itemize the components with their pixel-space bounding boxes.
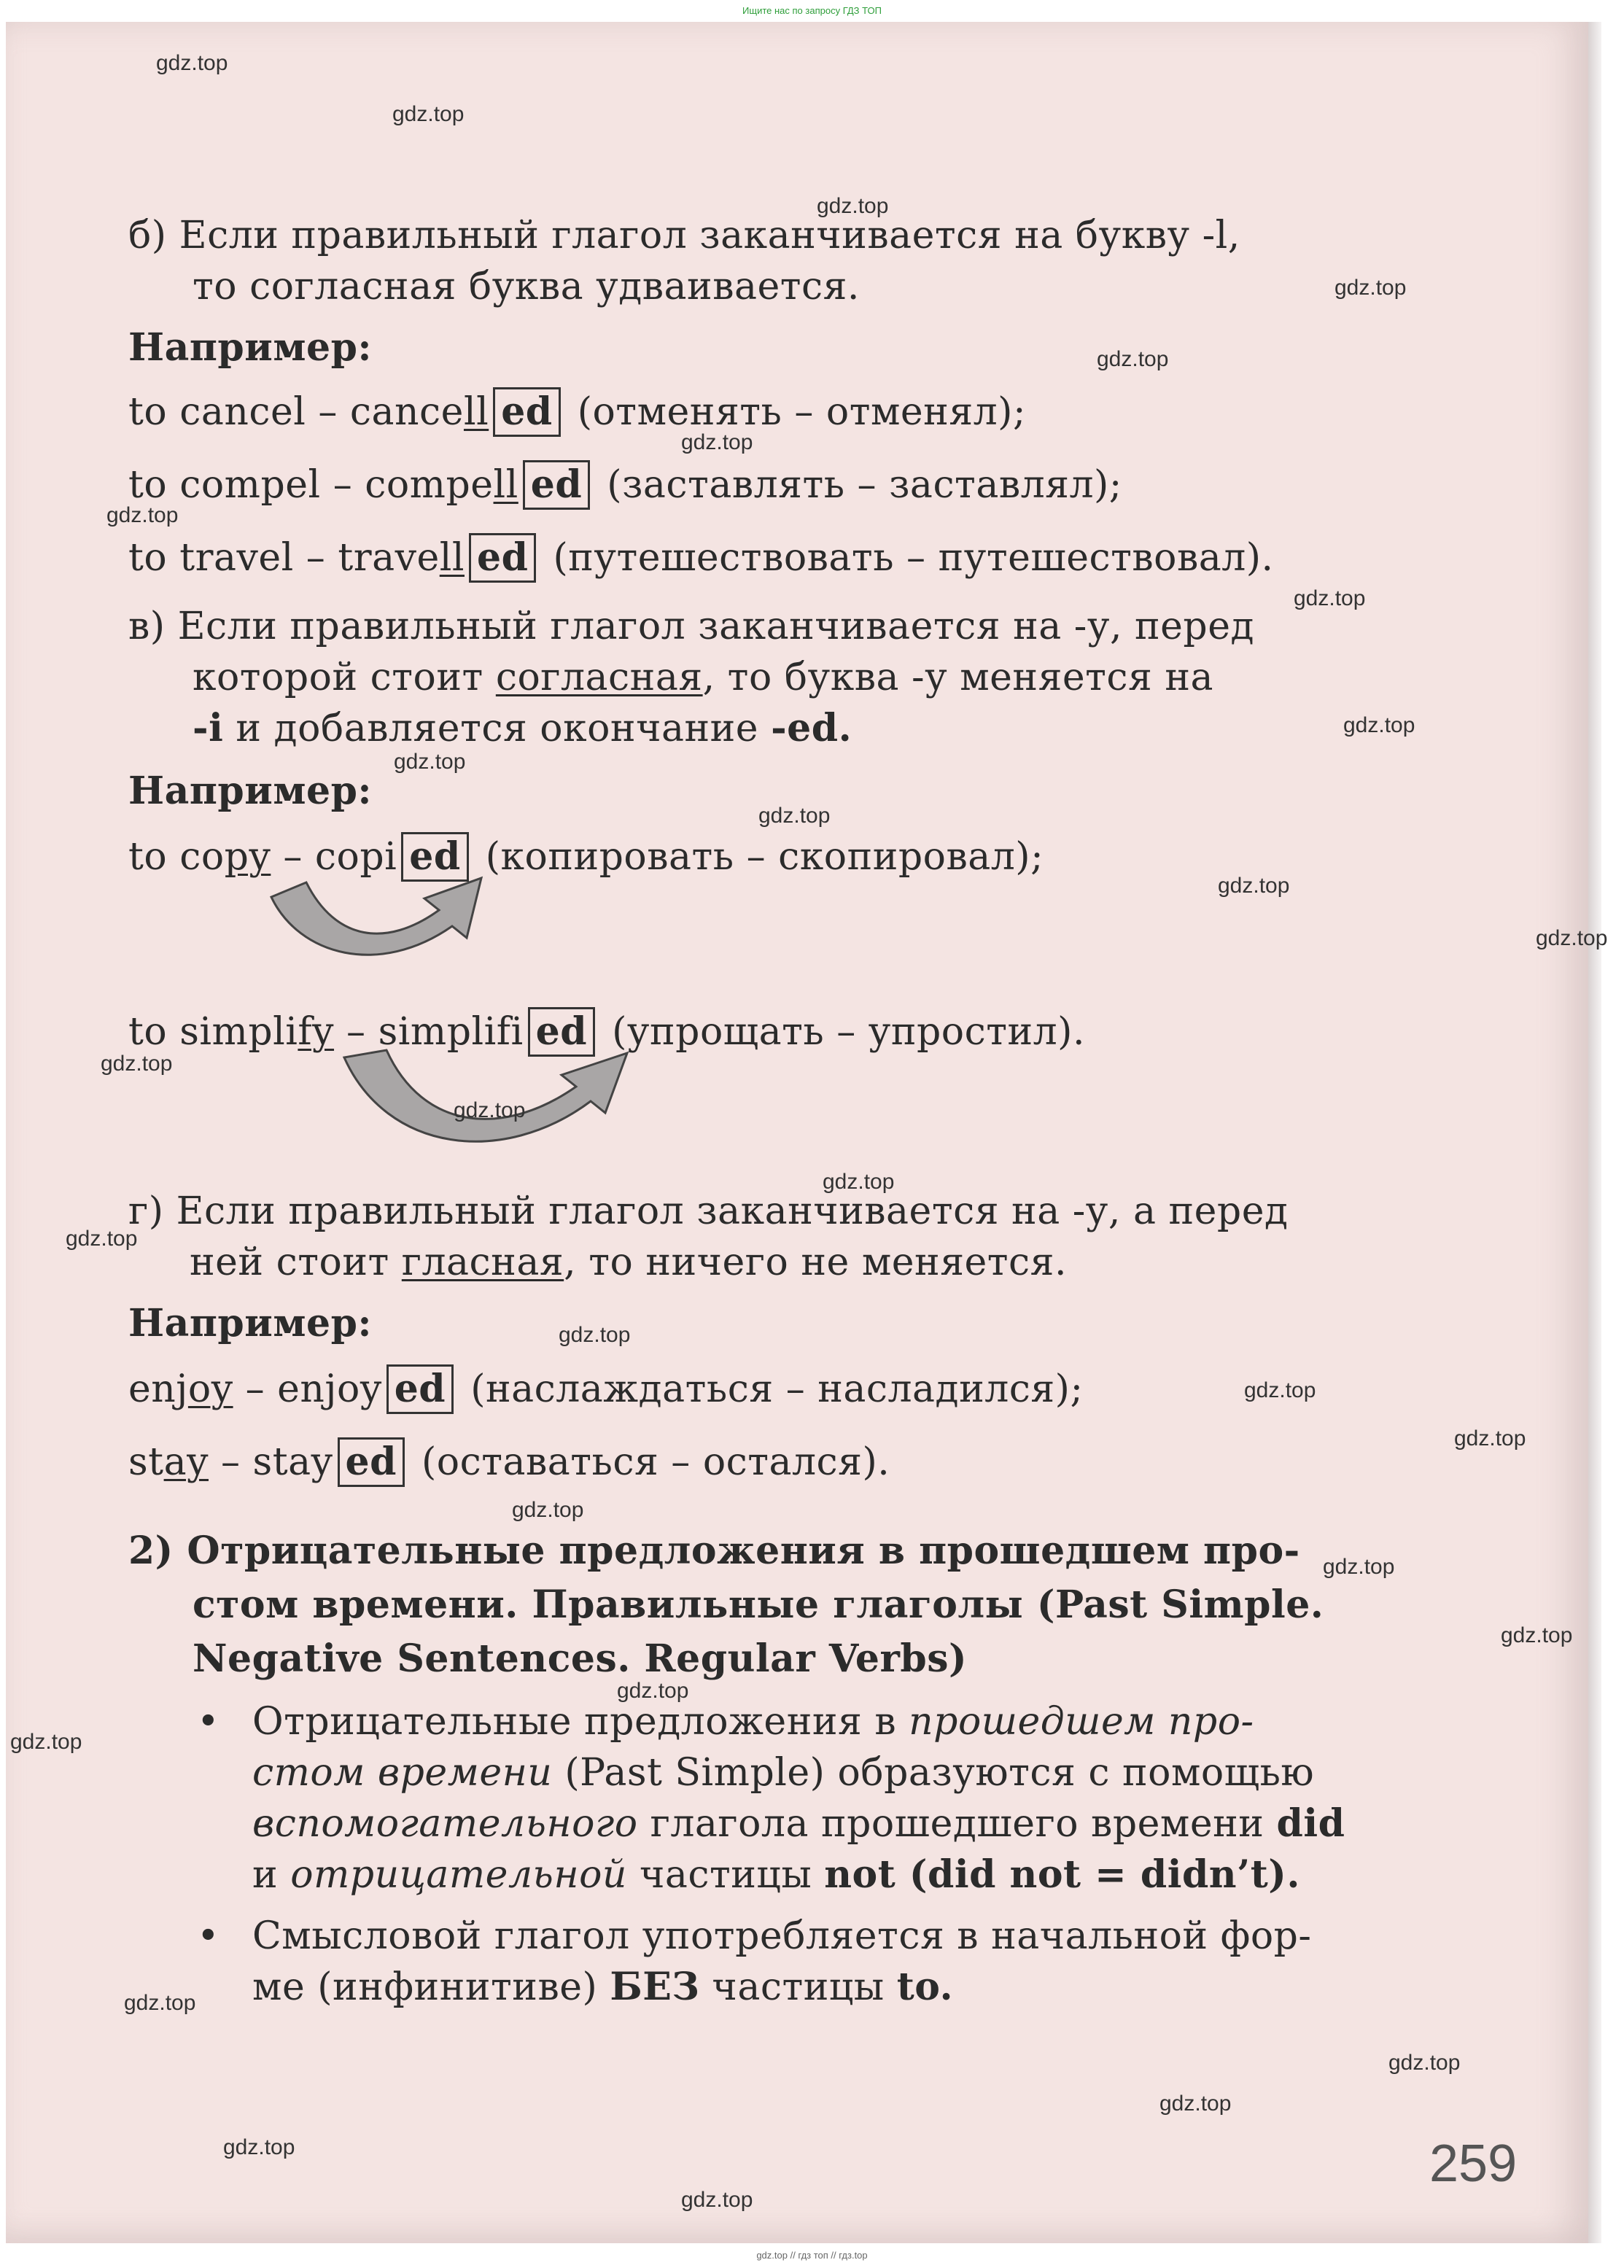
- rule-g-line1: [128, 1186, 1289, 1237]
- example-b-3: [128, 532, 1274, 583]
- example-v2-ending: ed: [528, 1007, 595, 1057]
- example-b1-ending: ed: [493, 387, 560, 437]
- bullet2-to: to.: [896, 1965, 954, 2009]
- example-b2-translation: (заставлять – заставлял);: [607, 463, 1122, 507]
- example-label-v: Например:: [128, 769, 373, 813]
- example-g2-underlined: ay: [163, 1440, 209, 1484]
- section2-line3: Negative Sentences. Regular Verbs): [193, 1636, 968, 1681]
- rule-v-text1: Если правильный глагол заканчивается на -у, перед: [177, 605, 1255, 648]
- watermark: gdz.top: [1454, 1426, 1526, 1450]
- bullet1-l4b: частицы: [626, 1853, 825, 1897]
- rule-g-marker: г): [128, 1189, 164, 1233]
- page-number: 259: [1429, 2135, 1518, 2193]
- curved-arrow-icon: [270, 868, 503, 992]
- watermark: gdz.top: [823, 1170, 895, 1194]
- rule-v-marker: в): [128, 605, 166, 648]
- watermark: gdz.top: [1218, 874, 1290, 898]
- rule-v-line1: [128, 601, 1254, 652]
- watermark: gdz.top: [101, 1052, 173, 1076]
- example-v1-mid: – copi: [271, 835, 397, 879]
- watermark: gdz.top: [392, 102, 465, 126]
- section2-line1: [128, 1526, 1300, 1577]
- watermark: gdz.top: [394, 750, 466, 774]
- bullet1-l1i: прошедшем про-: [909, 1700, 1254, 1744]
- rule-b-line2: то согласная буква удваивается.: [193, 265, 860, 308]
- rule-v-line2-pre: которой стоит: [193, 656, 496, 699]
- example-v2-underlined: fy: [298, 1010, 335, 1054]
- example-b2-ending: ed: [523, 460, 590, 510]
- example-v2-pre: to simpli: [128, 1010, 298, 1054]
- watermark: gdz.top: [66, 1227, 138, 1251]
- rule-b-line1: [128, 210, 1240, 261]
- example-v1-pre: to co: [128, 835, 225, 879]
- watermark: gdz.top: [1334, 276, 1407, 300]
- example-g1-ending: ed: [386, 1364, 454, 1414]
- bullet1-line1: [197, 1696, 219, 1747]
- bullet2-text1: Смысловой глагол употребляется в начальной фор-: [252, 1914, 1312, 1958]
- rule-g-line2-pre: ней стоит: [190, 1240, 402, 1284]
- example-v1-underlined: py: [224, 835, 271, 879]
- bullet1-l3b: глагола прошедшего времени: [637, 1802, 1277, 1846]
- rule-v-line2: [193, 652, 1213, 703]
- bullet2-dot: [197, 1911, 219, 1962]
- watermark: gdz.top: [1536, 926, 1608, 950]
- example-v2-translation: (упрощать – упростил).: [612, 1010, 1085, 1054]
- example-v-1: [128, 831, 1044, 882]
- bullet2-l2a: ме (инфинитиве): [252, 1965, 610, 2009]
- watermark: gdz.top: [1388, 2051, 1461, 2075]
- watermark: gdz.top: [10, 1730, 82, 1754]
- example-b-1: [128, 387, 1026, 438]
- example-v1-translation: (копировать – скопировал);: [485, 835, 1044, 879]
- watermark: gdz.top: [1159, 2092, 1232, 2116]
- example-g1-translation: (наслаждаться – насладился);: [470, 1367, 1084, 1411]
- example-b1-base: to cancel – cance: [128, 390, 464, 434]
- example-g-1: [128, 1364, 1084, 1415]
- section2-marker: 2): [128, 1529, 174, 1573]
- example-v2-mid: – simplifi: [334, 1010, 524, 1054]
- watermark: gdz.top: [106, 503, 179, 527]
- watermark: gdz.top: [617, 1679, 689, 1703]
- example-g1-pre: enj: [128, 1367, 188, 1411]
- watermark: gdz.top: [817, 194, 889, 218]
- rule-b-marker: б): [128, 214, 167, 257]
- example-g1-mid: – enjoy: [233, 1367, 382, 1411]
- rule-b-text1: Если правильный глагол заканчивается на букву -l,: [179, 214, 1240, 257]
- watermark: gdz.top: [1343, 713, 1415, 737]
- rule-v-line3-mid: и добавляется окончание: [223, 707, 772, 750]
- rule-v-ed: -ed.: [771, 706, 852, 750]
- rule-g-text1: Если правильный глагол заканчивается на -у, а перед: [176, 1189, 1289, 1233]
- bullet-dot-icon: •: [197, 1700, 220, 1744]
- rule-g-vowel: гласная: [401, 1240, 564, 1284]
- example-g2-mid: – stay: [208, 1440, 333, 1484]
- rule-g-line2-post: , то ничего не меняется.: [564, 1240, 1068, 1284]
- example-b2-double: ll: [493, 463, 518, 507]
- watermark: gdz.top: [681, 2188, 753, 2212]
- bullet2-bez: БЕЗ: [610, 1965, 700, 2009]
- watermark: gdz.top: [1501, 1623, 1573, 1647]
- bottom-banner[interactable]: gdz.top // гдз топ // гдз.top: [756, 2250, 868, 2261]
- rule-v-line2-post: , то буква -у меняется на: [702, 656, 1214, 699]
- page-edge: [1588, 22, 1601, 2243]
- bullet1-did: did: [1276, 1801, 1345, 1846]
- bullet1-text4: [252, 1849, 1300, 1900]
- example-label-g: Например:: [128, 1301, 373, 1345]
- bullet1-text1: [252, 1696, 1254, 1747]
- example-b1-translation: (отменять – отменял);: [577, 390, 1026, 434]
- watermark: gdz.top: [1244, 1378, 1316, 1402]
- bullet-dot-icon-2: •: [197, 1914, 220, 1958]
- bullet2-text2: [252, 1962, 953, 2013]
- rule-v-line3: [193, 703, 852, 754]
- watermark: gdz.top: [156, 51, 228, 75]
- example-b3-translation: (путешествовать – путешествовал).: [553, 536, 1274, 580]
- example-b-2: [128, 459, 1122, 510]
- example-b3-double: ll: [439, 536, 465, 580]
- section2-title1: Отрицательные предложения в прошедшем про-: [187, 1529, 1300, 1573]
- bullet1-l2b: (Past Simple) образуются с помощью: [552, 1751, 1315, 1795]
- watermark: gdz.top: [454, 1098, 526, 1122]
- watermark: gdz.top: [512, 1498, 584, 1522]
- bullet1-text2: [252, 1747, 1314, 1798]
- example-g2-ending: ed: [338, 1437, 405, 1487]
- bullet2-l2b: частицы: [699, 1965, 897, 2009]
- example-g2-pre: st: [128, 1440, 164, 1484]
- bullet1-l3i: вспомогательного: [252, 1802, 638, 1846]
- example-g1-underlined: oy: [187, 1367, 233, 1411]
- watermark: gdz.top: [681, 430, 753, 454]
- example-b3-base: to travel – trave: [128, 536, 440, 580]
- watermark: gdz.top: [758, 804, 831, 828]
- bullet1-l4a: и: [252, 1853, 291, 1897]
- bullet1-not: not (did not = didn’t).: [824, 1852, 1300, 1897]
- bullet1-l4i: отрицательной: [290, 1853, 627, 1897]
- section2-line2: стом времени. Правильные глаголы (Past Simple.: [193, 1582, 1324, 1627]
- watermark: gdz.top: [559, 1323, 631, 1347]
- watermark: gdz.top: [1323, 1555, 1395, 1579]
- example-b1-double: ll: [463, 390, 489, 434]
- rule-g-line2: [190, 1237, 1067, 1288]
- rule-v-i: -i: [193, 706, 224, 750]
- example-g-2: [128, 1437, 890, 1488]
- example-label-b: Например:: [128, 325, 373, 370]
- watermark: gdz.top: [124, 1991, 196, 2015]
- watermark: gdz.top: [1294, 586, 1366, 610]
- bullet1-text3: [252, 1798, 1345, 1849]
- bullet1-l2i: стом времени: [252, 1751, 553, 1795]
- example-b2-base: to compel – compe: [128, 463, 494, 507]
- watermark: gdz.top: [1097, 347, 1169, 371]
- example-g2-translation: (оставаться – остался).: [421, 1440, 890, 1484]
- example-v1-ending: ed: [401, 832, 468, 882]
- bullet1-l1a: Отрицательные предложения в: [252, 1700, 909, 1744]
- top-banner[interactable]: Ищите нас по запросу ГДЗ ТОП: [742, 5, 882, 16]
- rule-v-consonant: согласная: [495, 656, 703, 699]
- watermark: gdz.top: [223, 2135, 295, 2159]
- example-b3-ending: ed: [469, 533, 536, 583]
